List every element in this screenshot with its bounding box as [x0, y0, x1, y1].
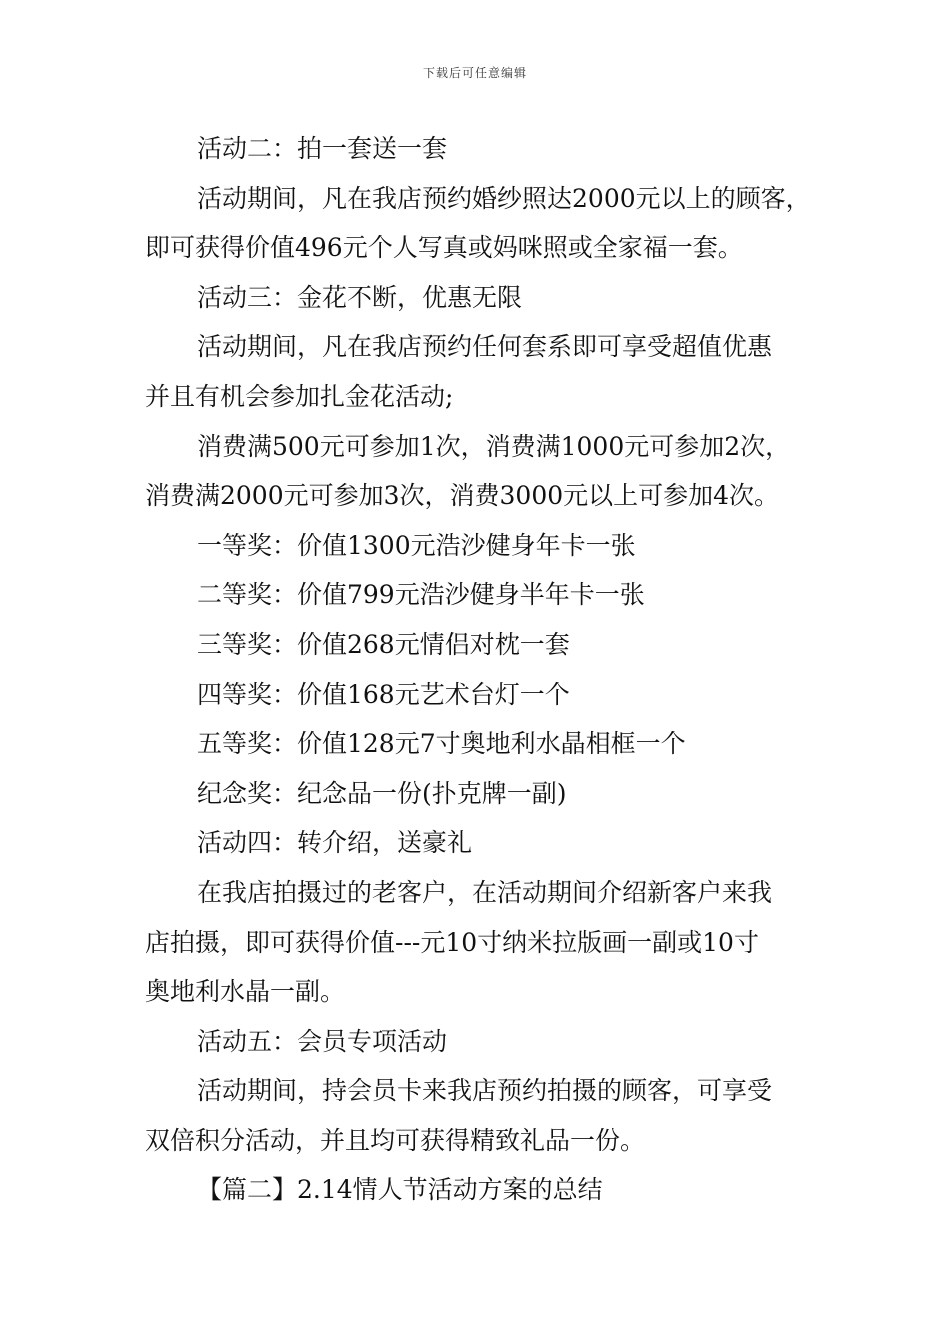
paragraph-line: 活动期间，凡在我店预约婚纱照达2000元以上的顾客， [197, 183, 811, 213]
prize-third: 三等奖：价值268元情侣对枕一套 [197, 629, 570, 659]
paragraph-line: 在我店拍摄过的老客户，在活动期间介绍新客户来我 [197, 877, 773, 907]
heading-activity-4: 活动四：转介绍，送豪礼 [197, 828, 473, 858]
paragraph-line: 活动期间，持会员卡来我店预约拍摄的顾客，可享受 [197, 1076, 773, 1106]
heading-activity-2: 活动二：拍一套送一套 [197, 134, 448, 163]
paragraph-line: 奥地利水晶一副。 [145, 977, 346, 1007]
section-title-part-2: 【篇二】2.14情人节活动方案的总结 [197, 1175, 603, 1205]
paragraph-line: 活动期间，凡在我店预约任何套系即可享受超值优惠 [197, 332, 773, 362]
paragraph-line: 消费满500元可参加1次，消费满1000元可参加2次， [197, 431, 791, 461]
heading-activity-3: 活动三：金花不断，优惠无限 [197, 282, 523, 312]
paragraph-line: 消费满2000元可参加3次，消费3000元以上可参加4次。 [145, 481, 780, 511]
paragraph-line: 即可获得价值496元个人写真或妈咪照或全家福一套。 [145, 233, 743, 263]
prize-fourth: 四等奖：价值168元艺术台灯一个 [197, 679, 570, 709]
prize-first: 一等奖：价值1300元浩沙健身年卡一张 [197, 530, 636, 560]
paragraph-line: 双倍积分活动，并且均可获得精致礼品一份。 [145, 1125, 646, 1155]
paragraph-line: 并且有机会参加扎金花活动; [145, 381, 454, 411]
prize-souvenir: 纪念奖：纪念品一份(扑克牌一副) [197, 778, 567, 808]
document-body [145, 124, 835, 1215]
prize-fifth: 五等奖：价值128元7寸奥地利水晶相框一个 [197, 729, 686, 759]
paragraph-line: 店拍摄，即可获得价值---元10寸纳米拉版画一副或10寸 [145, 927, 759, 957]
page-header-note: 下载后可任意编辑 [422, 66, 527, 80]
heading-activity-5: 活动五：会员专项活动 [197, 1026, 448, 1056]
prize-second: 二等奖：价值799元浩沙健身半年卡一张 [197, 580, 645, 610]
